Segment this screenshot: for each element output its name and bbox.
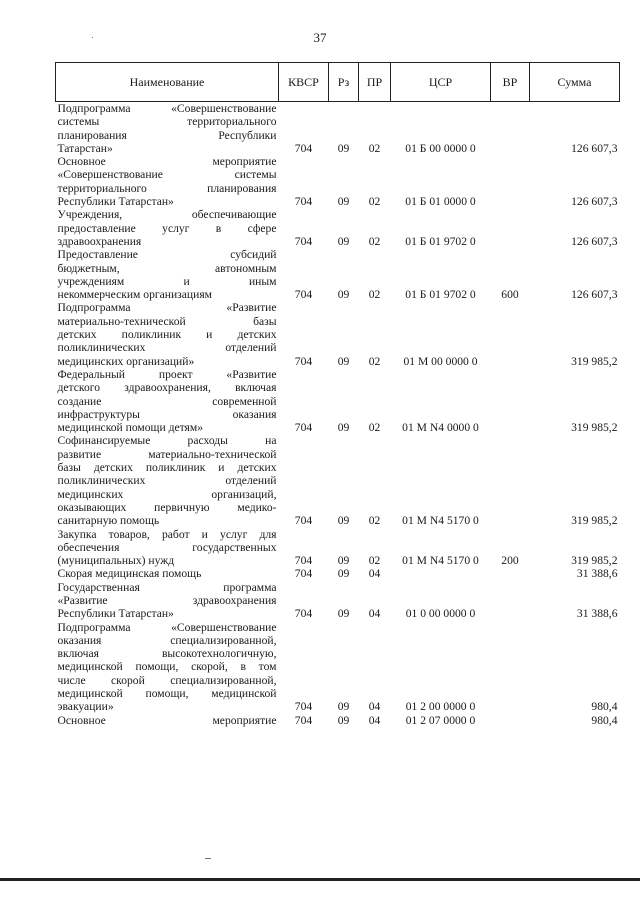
row-name-line: Софинансируемые расходы на (57, 434, 277, 448)
cell-csr (391, 567, 491, 580)
row-name-line: Подпрограмма «Совершенствование (57, 102, 277, 115)
column-header-pr: ПР (359, 63, 391, 102)
row-name-line: развитие материально-технической (57, 447, 277, 461)
cell-vr (491, 567, 530, 580)
row-name-line: Подпрограмма «Развитие (57, 301, 277, 315)
row-name-line: оказывающих первичную медико- (57, 500, 277, 514)
row-name-line: «Развитие здравоохранения (57, 593, 277, 607)
cell-sum: 126 607,3 (571, 234, 618, 248)
column-header-kvsr: КВСР (279, 63, 329, 102)
table-row (56, 102, 620, 156)
cell-kvsr: 704 (294, 700, 313, 714)
column-header-sum: Сумма (530, 63, 620, 102)
cell-vr (491, 102, 530, 156)
column-header-rz: Рз (329, 63, 359, 102)
table-header-row (56, 63, 620, 102)
cell-csr: 01 Б 00 0000 0 (405, 141, 476, 155)
budget-table (55, 62, 620, 727)
scan-speck (205, 858, 211, 859)
row-name (56, 102, 279, 156)
cell-sum: 31 388,6 (576, 607, 618, 621)
cell-vr (491, 208, 530, 248)
table-row (56, 155, 620, 208)
cell-rz: 09 (337, 567, 350, 581)
row-name-line: медицинской помощи детям» (57, 421, 204, 435)
cell-rz: 09 (337, 195, 350, 209)
cell-pr: 02 (368, 195, 381, 209)
row-name-line: медицинских организаций» (57, 354, 195, 368)
cell-pr: 04 (368, 700, 381, 714)
cell-csr: 01 Б 01 9702 0 (405, 234, 476, 248)
row-name (56, 248, 279, 301)
cell-pr: 04 (368, 713, 381, 727)
row-name-line: Предоставление субсидий (57, 248, 277, 262)
cell-vr (491, 434, 530, 527)
cell-pr: 04 (368, 567, 381, 581)
cell-pr: 02 (368, 141, 381, 155)
row-name-line: Татарстан» (57, 141, 113, 155)
cell-rz: 09 (337, 421, 350, 435)
cell-vr: 600 (501, 288, 519, 302)
cell-sum: 126 607,3 (571, 141, 618, 155)
row-name-line: некоммерческим организациям (57, 288, 212, 302)
row-name-line: Республики Татарстан» (57, 607, 174, 621)
cell-rz: 09 (337, 700, 350, 714)
cell-vr: 200 (501, 554, 519, 568)
row-name-line: Подпрограмма «Совершенствование (57, 620, 277, 634)
row-name (56, 528, 279, 568)
cell-sum: 980,4 (591, 700, 618, 714)
cell-vr (491, 301, 530, 367)
cell-rz: 09 (337, 288, 350, 302)
cell-csr: 01 2 00 0000 0 (405, 700, 476, 714)
table-row (56, 301, 620, 367)
cell-kvsr: 704 (294, 607, 313, 621)
row-name-line: числе скорой специализированной, (57, 673, 277, 687)
row-name-line: санитарную помощь (57, 514, 160, 528)
cell-rz: 09 (337, 713, 350, 727)
row-name-line: обеспечения государственных (57, 540, 277, 554)
table-body (56, 102, 620, 727)
row-name (56, 567, 279, 580)
cell-kvsr: 704 (294, 514, 313, 528)
row-name-line: создание современной (57, 394, 277, 408)
cell-csr: 01 М 00 0000 0 (403, 354, 478, 368)
cell-csr: 01 М N4 5170 0 (402, 554, 479, 568)
table-row (56, 581, 620, 621)
table-row (56, 208, 620, 248)
row-name (56, 208, 279, 248)
column-header-vr: ВР (491, 63, 530, 102)
row-name-line: системы территориального (57, 115, 277, 129)
row-name-line: Основное мероприятие (57, 713, 277, 727)
row-name-line: материально-технической базы (57, 314, 277, 328)
cell-sum: 319 985,2 (571, 514, 618, 528)
row-name-line: базы детских поликлиник и детских (57, 461, 277, 475)
row-name-line: медицинской помощи, медицинской (57, 687, 277, 701)
table-row (56, 528, 620, 568)
cell-pr: 02 (368, 421, 381, 435)
cell-pr: 02 (368, 354, 381, 368)
cell-vr (491, 714, 530, 727)
row-name-line: поликлинических отделений (57, 474, 277, 488)
row-name-line: здравоохранения (57, 234, 142, 248)
cell-pr: 02 (368, 514, 381, 528)
row-name-line: бюджетным, автономным (57, 261, 277, 275)
cell-csr: 01 Б 01 9702 0 (405, 288, 476, 302)
cell-csr: 01 М N4 5170 0 (402, 514, 479, 528)
row-name-line: учреждениям и иным (57, 274, 277, 288)
cell-pr: 02 (368, 554, 381, 568)
row-name-line: Основное мероприятие (57, 155, 277, 169)
cell-rz: 09 (337, 141, 350, 155)
row-name (56, 621, 279, 714)
row-name-line: медицинской помощи, скорой, в том (57, 660, 277, 674)
row-name-line: детских поликлиник и детских (57, 328, 277, 342)
row-name-line: оказания специализированной, (57, 633, 277, 647)
table-row (56, 714, 620, 727)
row-name (56, 434, 279, 527)
cell-kvsr: 704 (294, 567, 313, 581)
row-name (56, 301, 279, 367)
cell-rz: 09 (337, 354, 350, 368)
row-name-line: Федеральный проект «Развитие (57, 367, 277, 381)
cell-kvsr: 704 (294, 713, 313, 727)
row-name-line: инфраструктуры оказания (57, 407, 277, 421)
cell-kvsr: 704 (294, 554, 313, 568)
cell-pr: 02 (368, 234, 381, 248)
cell-kvsr: 704 (294, 141, 313, 155)
row-name-line: (муниципальных) нужд (57, 554, 175, 568)
cell-kvsr: 704 (294, 234, 313, 248)
row-name-line: поликлинических отделений (57, 341, 277, 355)
cell-rz: 09 (337, 554, 350, 568)
table-row (56, 621, 620, 714)
row-name-line: Закупка товаров, работ и услуг для (57, 527, 277, 541)
cell-csr: 01 0 00 0000 0 (405, 607, 476, 621)
table-row (56, 434, 620, 527)
cell-vr (491, 621, 530, 714)
row-name-line: территориального планирования (57, 181, 277, 195)
cell-csr: 01 М N4 0000 0 (402, 421, 479, 435)
row-name (56, 155, 279, 208)
cell-sum: 319 985,2 (571, 354, 618, 368)
table-row (56, 248, 620, 301)
cell-vr (491, 581, 530, 621)
cell-rz: 09 (337, 607, 350, 621)
row-name (56, 581, 279, 621)
row-name-line: Республики Татарстан» (57, 195, 174, 209)
cell-pr: 02 (368, 288, 381, 302)
table-row (56, 567, 620, 580)
cell-vr (491, 155, 530, 208)
cell-rz: 09 (337, 514, 350, 528)
table-row (56, 368, 620, 434)
row-name-line: эвакуации» (57, 700, 114, 714)
row-name-line: Государственная программа (57, 580, 277, 594)
page-number: 37 (313, 30, 327, 45)
cell-csr: 01 2 07 0000 0 (405, 713, 476, 727)
row-name-line: Учреждения, обеспечивающие (57, 208, 277, 222)
cell-sum: 319 985,2 (571, 421, 618, 435)
cell-csr: 01 Б 01 0000 0 (405, 195, 476, 209)
cell-kvsr: 704 (294, 421, 313, 435)
row-name-line: «Совершенствование системы (57, 168, 277, 182)
cell-kvsr: 704 (294, 354, 313, 368)
row-name-line: медицинских организаций, (57, 487, 277, 501)
cell-vr (491, 368, 530, 434)
row-name-line: предоставление услуг в сфере (57, 221, 277, 235)
cell-pr: 04 (368, 607, 381, 621)
cell-sum: 319 985,2 (571, 554, 618, 568)
cell-rz: 09 (337, 234, 350, 248)
cell-sum: 126 607,3 (571, 195, 618, 209)
row-name-line: включая высокотехнологичную, (57, 647, 277, 661)
cell-sum: 31 388,6 (576, 567, 618, 581)
scan-speck (92, 37, 93, 38)
cell-sum: 126 607,3 (571, 288, 618, 302)
page-bottom-rule (0, 878, 640, 881)
row-name-line: планирования Республики (57, 128, 277, 142)
cell-kvsr: 704 (294, 288, 313, 302)
row-name (56, 714, 279, 727)
column-header-csr: ЦСР (391, 63, 491, 102)
cell-kvsr: 704 (294, 195, 313, 209)
cell-sum: 980,4 (591, 713, 618, 727)
row-name-line: Скорая медицинская помощь (57, 567, 202, 581)
column-header-name: Наименование (56, 63, 279, 102)
row-name-line: детского здравоохранения, включая (57, 381, 277, 395)
row-name (56, 368, 279, 434)
